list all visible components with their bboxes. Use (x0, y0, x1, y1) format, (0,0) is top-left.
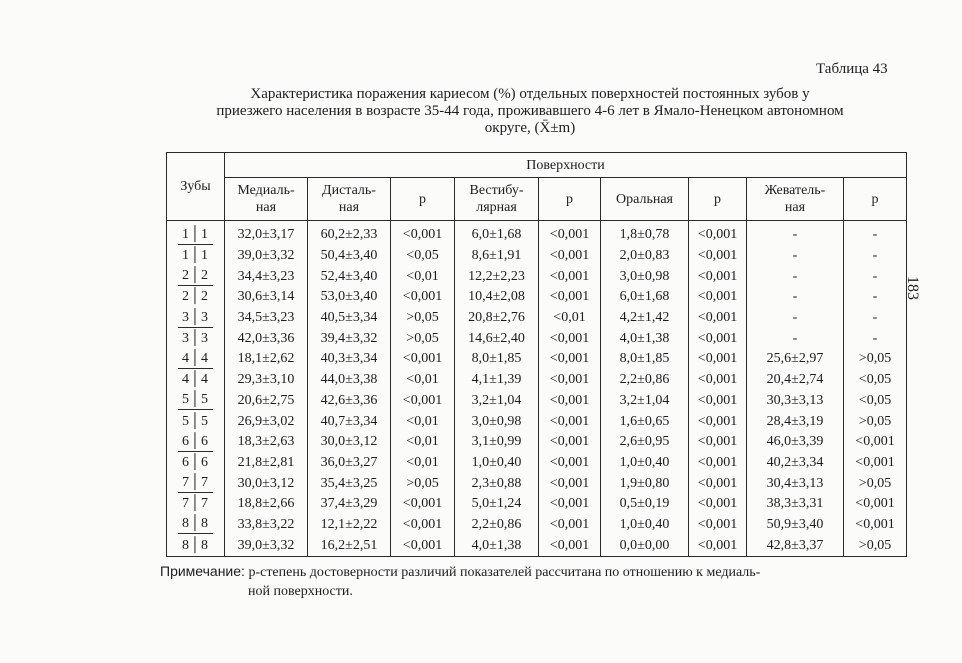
table-cell: 8,0±1,85 (601, 349, 689, 370)
column-header (308, 178, 391, 221)
tooth-lower-label: 3│3 (182, 330, 209, 346)
table-cell: <0,001 (689, 221, 747, 246)
tooth-cell (167, 515, 225, 536)
column-header (391, 178, 455, 221)
tooth-cell (167, 266, 225, 287)
table-cell: <0,001 (539, 246, 601, 267)
tooth-upper-label: 8│8 (178, 515, 213, 534)
table-cell: 2,0±0,83 (601, 246, 689, 267)
column-header-line: ная (784, 200, 806, 215)
table-cell: 33,8±3,22 (225, 515, 308, 536)
table-row (167, 221, 907, 246)
table-cell: 28,4±3,19 (747, 411, 844, 432)
table-cell: 2,3±0,88 (455, 473, 539, 494)
table-cell: 39,4±3,32 (308, 328, 391, 349)
table-cell: <0,001 (689, 391, 747, 412)
table-cell: <0,05 (844, 391, 907, 412)
table-cell: <0,001 (689, 473, 747, 494)
table-cell: 42,6±3,36 (308, 391, 391, 412)
table-cell: >0,05 (391, 308, 455, 329)
table-cell: 42,0±3,36 (225, 328, 308, 349)
column-header-line: p (871, 191, 879, 207)
table-row (167, 308, 907, 329)
table-cell: 36,0±3,27 (308, 453, 391, 474)
table-cell: >0,05 (844, 473, 907, 494)
table-cell: <0,001 (391, 494, 455, 515)
table-cell: 5,0±1,24 (455, 494, 539, 515)
table-cell: <0,001 (539, 515, 601, 536)
column-header-line: ная (338, 200, 360, 215)
table-cell: 3,2±1,04 (601, 391, 689, 412)
tooth-lower-label: 2│2 (182, 289, 209, 305)
table-title (150, 86, 910, 137)
table-cell: <0,001 (391, 515, 455, 536)
table-cell: 34,5±3,23 (225, 308, 308, 329)
table-cell: 39,0±3,32 (225, 535, 308, 556)
tooth-upper-label: 1│1 (178, 226, 213, 245)
tooth-upper-label: 4│4 (178, 350, 213, 369)
table-cell: - (844, 246, 907, 267)
table-cell: 12,1±2,22 (308, 515, 391, 536)
column-header-line: p (566, 191, 573, 207)
table-cell: 53,0±3,40 (308, 287, 391, 308)
column-header (539, 178, 601, 221)
tooth-lower-label: 1│1 (182, 248, 209, 264)
tooth-cell (167, 308, 225, 329)
table-cell: 40,5±3,34 (308, 308, 391, 329)
table-cell: 30,4±3,13 (747, 473, 844, 494)
table-cell: >0,05 (844, 411, 907, 432)
table-cell: 52,4±3,40 (308, 266, 391, 287)
table-cell: 6,0±1,68 (601, 287, 689, 308)
table-cell: <0,001 (689, 432, 747, 453)
table-cell: 29,3±3,10 (225, 370, 308, 391)
column-header-line: Медиаль- (237, 183, 295, 198)
table-row (167, 246, 907, 267)
column-header-line: p (419, 191, 426, 207)
table-cell: - (844, 266, 907, 287)
table-cell: <0,001 (689, 308, 747, 329)
table-cell: <0,01 (539, 308, 601, 329)
table-cell: 8,6±1,91 (455, 246, 539, 267)
tooth-cell (167, 221, 225, 246)
column-header (844, 178, 907, 221)
column-header (747, 178, 844, 221)
table-cell: 30,0±3,12 (308, 432, 391, 453)
table-cell: 39,0±3,32 (225, 246, 308, 267)
tooth-cell (167, 391, 225, 412)
table-row (167, 391, 907, 412)
table-cell: 32,0±3,17 (225, 221, 308, 246)
table-cell: 2,2±0,86 (601, 370, 689, 391)
column-header-line: Жеватель- (764, 183, 826, 198)
table-row (167, 453, 907, 474)
tooth-upper-label: 7│7 (178, 474, 213, 493)
table-cell: 0,5±0,19 (601, 494, 689, 515)
tooth-cell (167, 535, 225, 556)
table-cell: 6,0±1,68 (455, 221, 539, 246)
table-cell: <0,001 (539, 432, 601, 453)
table-row (167, 494, 907, 515)
table-row (167, 266, 907, 287)
table-cell: 25,6±2,97 (747, 349, 844, 370)
table-cell: 4,0±1,38 (601, 328, 689, 349)
table-cell: 4,1±1,39 (455, 370, 539, 391)
table-cell: <0,01 (391, 266, 455, 287)
table-cell: <0,01 (391, 411, 455, 432)
table-cell: <0,001 (539, 287, 601, 308)
table-cell: 35,4±3,25 (308, 473, 391, 494)
tooth-upper-label: 6│6 (178, 433, 213, 452)
table-row (167, 473, 907, 494)
table-cell: <0,001 (844, 515, 907, 536)
table-cell: 40,2±3,34 (747, 453, 844, 474)
caries-table (166, 152, 907, 557)
table-cell: >0,05 (391, 328, 455, 349)
table-cell: <0,01 (391, 453, 455, 474)
table-cell: 4,0±1,38 (455, 535, 539, 556)
table-row (167, 535, 907, 556)
note-label: Примечание: (160, 563, 245, 579)
table-cell: <0,001 (539, 370, 601, 391)
column-header-line: ная (255, 200, 277, 215)
table-cell: <0,001 (844, 494, 907, 515)
table-cell: - (747, 328, 844, 349)
tooth-cell (167, 370, 225, 391)
table-cell: >0,05 (844, 535, 907, 556)
title-line: приезжего населения в возрасте 35-44 года, проживавшего 4-6 лет в Ямало-Ненецком автономном (216, 103, 844, 119)
tooth-lower-label: 5│5 (182, 413, 209, 429)
column-header-line: лярная (476, 200, 517, 215)
table-cell: 3,0±0,98 (455, 411, 539, 432)
column-header-line: p (714, 191, 721, 207)
table-row (167, 370, 907, 391)
table-cell: 42,8±3,37 (747, 535, 844, 556)
tooth-lower-label: 7│7 (182, 496, 209, 512)
tooth-cell (167, 432, 225, 453)
table-row (167, 328, 907, 349)
table-cell: 40,7±3,34 (308, 411, 391, 432)
table-cell: <0,001 (689, 287, 747, 308)
tooth-cell (167, 411, 225, 432)
table-cell: <0,001 (539, 221, 601, 246)
page-number: 183 (904, 276, 921, 300)
tooth-cell (167, 349, 225, 370)
table-cell: - (844, 287, 907, 308)
table-cell: 60,2±2,33 (308, 221, 391, 246)
table-cell: <0,001 (689, 349, 747, 370)
table-cell: <0,001 (689, 328, 747, 349)
table-cell: <0,001 (689, 370, 747, 391)
table-cell: <0,001 (689, 515, 747, 536)
teeth-header: Зубы (167, 153, 225, 221)
tooth-lower-label: 6│6 (182, 454, 209, 470)
table-row (167, 515, 907, 536)
table-row (167, 287, 907, 308)
table-cell: 37,4±3,29 (308, 494, 391, 515)
table-cell: - (747, 287, 844, 308)
table-cell: <0,001 (539, 328, 601, 349)
table-cell: 18,8±2,66 (225, 494, 308, 515)
table-cell: 26,9±3,02 (225, 411, 308, 432)
table-cell: - (747, 266, 844, 287)
table-cell: 2,2±0,86 (455, 515, 539, 536)
table-cell: 2,6±0,95 (601, 432, 689, 453)
tooth-lower-label: 4│4 (182, 372, 209, 388)
table-cell: - (844, 308, 907, 329)
table-cell: 8,0±1,85 (455, 349, 539, 370)
tooth-upper-label: 2│2 (178, 267, 213, 286)
table-cell: 50,9±3,40 (747, 515, 844, 536)
table-cell: - (747, 308, 844, 329)
table-cell: 16,2±2,51 (308, 535, 391, 556)
table-cell: 44,0±3,38 (308, 370, 391, 391)
tooth-cell (167, 494, 225, 515)
table-row (167, 349, 907, 370)
column-header (601, 178, 689, 221)
table-cell: 3,0±0,98 (601, 266, 689, 287)
title-line: округе, (X̄±m) (484, 120, 576, 136)
table-cell: <0,001 (689, 411, 747, 432)
table-cell: <0,001 (689, 266, 747, 287)
table-cell: 21,8±2,81 (225, 453, 308, 474)
table-cell: 30,0±3,12 (225, 473, 308, 494)
table-cell: 18,3±2,63 (225, 432, 308, 453)
table-cell: 30,3±3,13 (747, 391, 844, 412)
table-cell: <0,05 (391, 246, 455, 267)
table-cell: <0,001 (689, 246, 747, 267)
table-cell: - (747, 246, 844, 267)
table-cell: <0,001 (391, 535, 455, 556)
table-cell: <0,001 (539, 535, 601, 556)
table-cell: 30,6±3,14 (225, 287, 308, 308)
table-cell: <0,001 (539, 494, 601, 515)
note-text: p-степень достоверности различий показателей рассчитана по отношению к медиаль- (244, 565, 761, 580)
table-cell: 1,8±0,78 (601, 221, 689, 246)
table-note (160, 562, 908, 601)
table-cell: <0,01 (391, 370, 455, 391)
table-cell: <0,001 (689, 535, 747, 556)
surfaces-header: Поверхности (225, 153, 907, 178)
table-cell: 40,3±3,34 (308, 349, 391, 370)
table-cell: 50,4±3,40 (308, 246, 391, 267)
table-cell: >0,05 (391, 473, 455, 494)
column-header (689, 178, 747, 221)
table-cell: 12,2±2,23 (455, 266, 539, 287)
table-cell: <0,001 (391, 287, 455, 308)
table-cell: - (844, 221, 907, 246)
column-header (455, 178, 539, 221)
table-cell: 1,0±0,40 (455, 453, 539, 474)
table-label: Таблица 43 (816, 61, 888, 77)
table-cell: 4,2±1,42 (601, 308, 689, 329)
table-cell: 1,6±0,65 (601, 411, 689, 432)
table-cell: 20,6±2,75 (225, 391, 308, 412)
table-row (167, 432, 907, 453)
table-cell: 3,2±1,04 (455, 391, 539, 412)
column-header-line: Вестибу- (469, 183, 524, 198)
note-continuation: ной поверхности. (248, 584, 353, 599)
table-cell: 1,0±0,40 (601, 515, 689, 536)
table-cell: <0,001 (539, 453, 601, 474)
column-header-line: Дисталь- (322, 183, 376, 198)
table-cell: <0,001 (391, 349, 455, 370)
table-cell: <0,001 (689, 453, 747, 474)
table-cell: <0,05 (844, 370, 907, 391)
table-cell: <0,001 (844, 453, 907, 474)
table-cell: - (844, 328, 907, 349)
table-cell: 34,4±3,23 (225, 266, 308, 287)
table-cell: 1,0±0,40 (601, 453, 689, 474)
table-cell: <0,001 (391, 391, 455, 412)
table-cell: 38,3±3,31 (747, 494, 844, 515)
table-cell: <0,001 (844, 432, 907, 453)
table-cell: <0,001 (539, 473, 601, 494)
title-line: Характеристика поражения кариесом (%) отдельных поверхностей постоянных зубов у (250, 86, 810, 102)
tooth-upper-label: 3│3 (178, 309, 213, 328)
table-cell: 46,0±3,39 (747, 432, 844, 453)
tooth-cell (167, 473, 225, 494)
table-cell: 20,8±2,76 (455, 308, 539, 329)
tooth-cell (167, 453, 225, 474)
table-cell: 3,1±0,99 (455, 432, 539, 453)
table-cell: <0,001 (539, 391, 601, 412)
table-cell: >0,05 (844, 349, 907, 370)
tooth-cell (167, 328, 225, 349)
column-header-line: Оральная (616, 191, 673, 207)
tooth-lower-label: 8│8 (182, 537, 209, 553)
table-row (167, 411, 907, 432)
tooth-cell (167, 246, 225, 267)
table-cell: 0,0±0,00 (601, 535, 689, 556)
table-cell: <0,001 (391, 221, 455, 246)
table-cell: <0,001 (539, 266, 601, 287)
table-cell: 14,6±2,40 (455, 328, 539, 349)
tooth-cell (167, 287, 225, 308)
column-header (225, 178, 308, 221)
table-cell: <0,001 (689, 494, 747, 515)
table-cell: <0,001 (539, 411, 601, 432)
table-cell: - (747, 221, 844, 246)
table-cell: <0,001 (539, 349, 601, 370)
table-cell: 18,1±2,62 (225, 349, 308, 370)
table-cell: 10,4±2,08 (455, 287, 539, 308)
tooth-upper-label: 5│5 (178, 391, 213, 410)
table-cell: <0,01 (391, 432, 455, 453)
table-cell: 20,4±2,74 (747, 370, 844, 391)
table-cell: 1,9±0,80 (601, 473, 689, 494)
